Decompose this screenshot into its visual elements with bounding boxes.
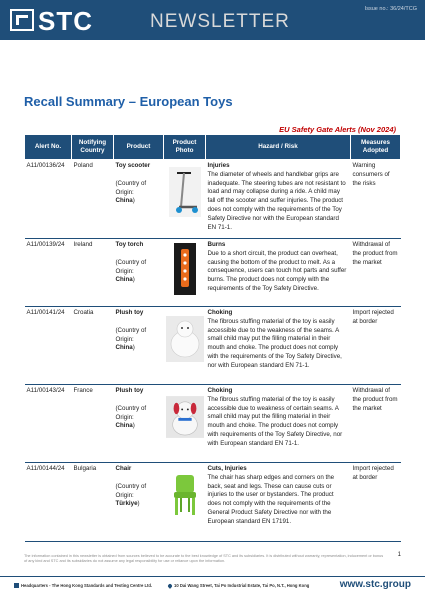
origin-label: (Country of Origin: [115, 482, 147, 499]
newsletter-title: NEWSLETTER [150, 11, 290, 32]
measures-adopted: Import rejected at border [351, 463, 401, 542]
address [168, 583, 309, 588]
header-country: Notifying Country [72, 135, 114, 160]
toy-torch-icon [174, 243, 196, 295]
stc-logo-icon [10, 9, 34, 31]
alert-number: A11/00143/24 [25, 385, 72, 463]
hazard-text: The fibrous stuffing material of the toy is easily accessible due to weakness of certain seams. A small child may put the filling material in their mouth and choke. The product does not comply with requirements of the Toy Safety Directive, nor with European standard EN 71-1. [207, 395, 343, 447]
alert-number: A11/00144/24 [25, 463, 72, 542]
section-subtitle: EU Safety Gate Alerts (Nov 2024) [279, 125, 396, 134]
product-cell [114, 239, 164, 307]
hazard-cell [206, 239, 351, 307]
footer [0, 579, 425, 600]
table-row [25, 307, 401, 385]
plush-dog-icon [166, 395, 204, 439]
newsletter-header [0, 0, 425, 40]
page-title: Recall Summary – European Toys [24, 94, 233, 109]
hazard-title: Choking [207, 309, 233, 316]
building-icon [14, 583, 19, 588]
green-chair-icon [170, 472, 200, 518]
header-measures: Measures Adopted [351, 135, 401, 160]
product-name: Plush toy [115, 387, 144, 394]
hazard-cell [206, 160, 351, 239]
notifying-country: Poland [72, 160, 114, 239]
disclaimer: The information contained in this newsletter is obtained from sources believed to be accurate to the best knowledge of STC and its subsidiaries. It is distributed without warranty, representation, inducement or bonus of any kind and STC and its subsidiaries do not assume any legal responsibility for use or reliance upon the information. [24, 554, 384, 563]
location-pin-icon [167, 583, 173, 589]
hq-text: Headquarters - The Hong Kong Standards and Testing Centre Ltd. [21, 583, 153, 588]
headquarters [14, 583, 152, 588]
recall-table [24, 134, 401, 542]
product-photo [164, 160, 206, 239]
hazard-text: The diameter of wheels and handlebar grips are inadequate. The steering tubes are not resistant to load and may collapse during a ride. A child may fall off the scooter and suffer injuries. The product does not comply with the requirements of the Toy Safety Directive nor with the European standard EN 71-1. [207, 170, 346, 231]
table-header-row [25, 135, 401, 160]
toy-scooter-icon [169, 167, 201, 217]
product-cell [114, 307, 164, 385]
hazard-text: The chair has sharp edges and corners on the back, seat and legs. These can cause cuts or injuries to the user or bystanders. The product does not comply with the requirements of the General Product Safety Directive nor with the European standard EN 17191. [207, 473, 335, 525]
origin-country: Türkiye) [115, 500, 140, 508]
header-photo: Product Photo [164, 135, 206, 160]
notifying-country: France [72, 385, 114, 463]
plush-toy-icon [166, 316, 204, 362]
hazard-cell [206, 463, 351, 542]
product-photo [164, 239, 206, 307]
website-link[interactable]: www.stc.group [339, 579, 411, 590]
alert-number: A11/00141/24 [25, 307, 72, 385]
origin-label: (Country of Origin: [115, 404, 147, 421]
product-cell [114, 160, 164, 239]
product-photo [164, 307, 206, 385]
notifying-country: Ireland [72, 239, 114, 307]
origin-label: (Country of Origin: [115, 258, 147, 275]
table-row [25, 463, 401, 542]
table-row [25, 239, 401, 307]
hazard-cell [206, 307, 351, 385]
origin-label: (Country of Origin: [115, 326, 147, 343]
hazard-title: Cuts, Injuries [207, 465, 247, 472]
product-photo [164, 463, 206, 542]
product-name: Toy torch [115, 241, 144, 248]
footer-divider [0, 576, 425, 577]
origin-label: (Country of Origin: [115, 179, 147, 196]
table-row [25, 385, 401, 463]
origin-country: China) [115, 197, 135, 205]
header-alert-no: Alert No. [25, 135, 72, 160]
measures-adopted: Withdrawal of the product from the market [351, 239, 401, 307]
issue-number: Issue no.: 36/24/TCG [364, 6, 417, 12]
page-number: 1 [397, 552, 401, 558]
logo-text: STC [38, 6, 93, 36]
hazard-title: Injuries [207, 162, 230, 169]
alert-number: A11/00139/24 [25, 239, 72, 307]
hazard-cell [206, 385, 351, 463]
notifying-country: Croatia [72, 307, 114, 385]
table-row [25, 160, 401, 239]
product-name: Toy scooter [115, 162, 151, 169]
origin-country: China) [115, 276, 135, 284]
product-cell [114, 385, 164, 463]
product-photo [164, 385, 206, 463]
header-product: Product [114, 135, 164, 160]
header-hazard: Hazard / Risk [206, 135, 351, 160]
notifying-country: Bulgaria [72, 463, 114, 542]
measures-adopted: Withdrawal of the product from the market [351, 385, 401, 463]
origin-country: China) [115, 344, 135, 352]
hazard-title: Choking [207, 387, 233, 394]
hazard-text: The fibrous stuffing material of the toy is easily accessible due to the weakness of the seams. A small child may put the filling material in their mouth and choke. The product does not comply with the requirements of the Toy Safety Directive, nor with European standard EN 71-1. [207, 317, 342, 369]
measures-adopted: Import rejected at border [351, 307, 401, 385]
hazard-title: Burns [207, 241, 226, 248]
product-name: Chair [115, 465, 132, 472]
hazard-text: Due to a short circuit, the product can overheat, causing the bottom of the product to melt. As a consequence, users can touch hot parts and suffer burns. The product does not comply with the requirements of the Toy Safety Directive. [207, 249, 347, 292]
product-cell [114, 463, 164, 542]
address-text: 10 Dai Wang Street, Tai Po Industrial Estate, Tai Po, N.T., Hong Kong [174, 583, 310, 588]
alert-number: A11/00136/24 [25, 160, 72, 239]
measures-adopted: Warning consumers of the risks [351, 160, 401, 239]
product-name: Plush toy [115, 309, 144, 316]
origin-country: China) [115, 422, 135, 430]
